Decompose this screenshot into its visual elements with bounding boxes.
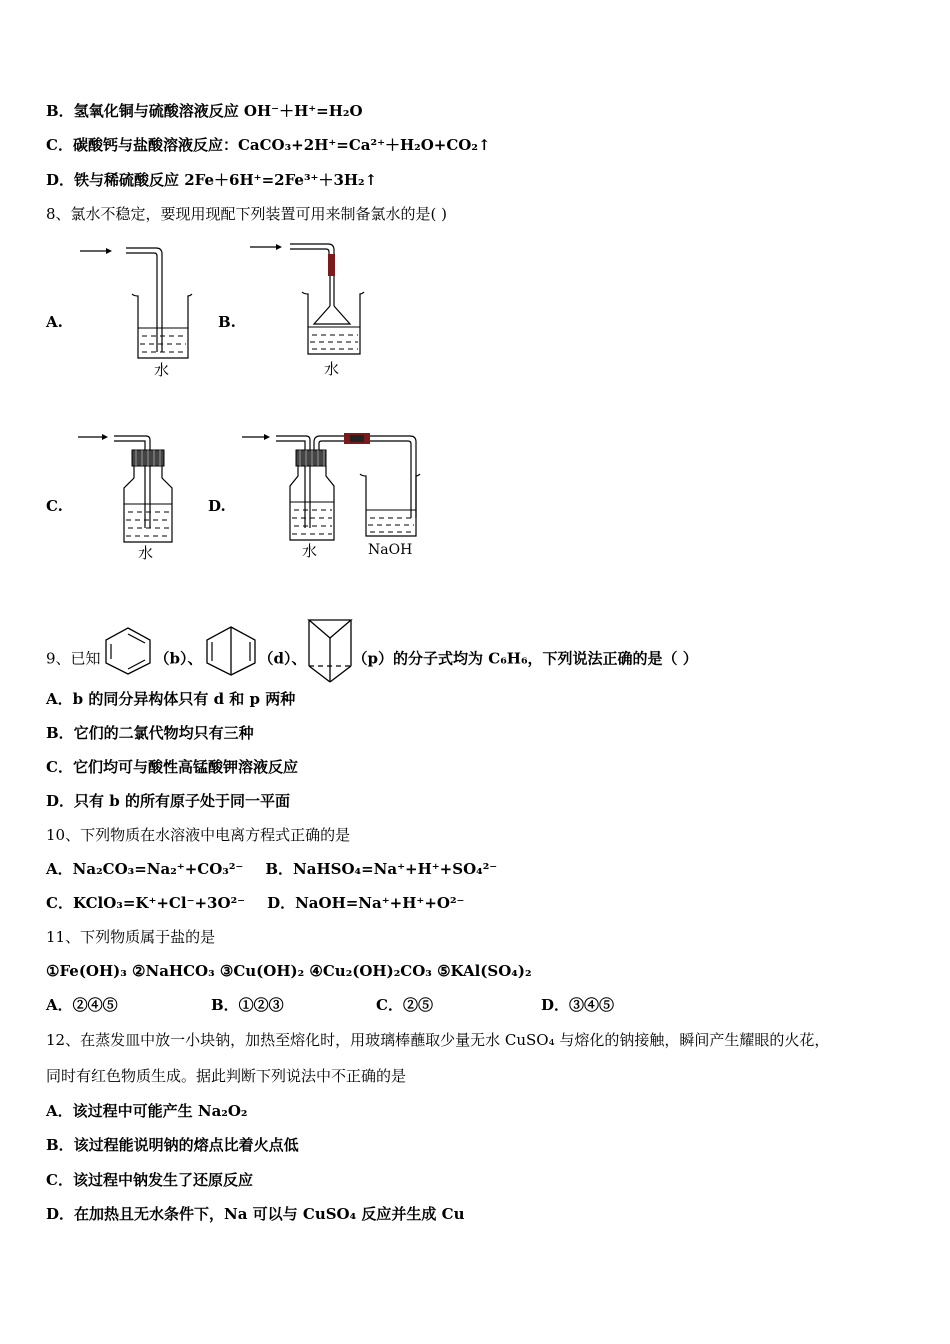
- q11-items: ①Fe(OH)₃ ②NaHCO₃ ③Cu(OH)₂ ④Cu₂(OH)₂CO₃ ⑤KAl(SO₄)₂: [46, 962, 532, 980]
- q9-stem: 9、已知 （b）、 （d）、 （p）的分子式均为 C₆H₆，下列说法正确的是（ ）: [46, 618, 698, 701]
- q12-stem-line1: 12、在蒸发皿中放一小块钠，加热至熔化时，用玻璃棒蘸取少量无水 CuSO₄ 与熔化的钠接触，瞬间产生耀眼的火花，: [46, 1031, 830, 1049]
- water-label-d: 水: [302, 542, 318, 560]
- q12-option-c: C．该过程中钠发生了还原反应: [46, 1171, 253, 1189]
- q7-option-c: C．碳酸钙与盐酸溶液反应：CaCO₃+2H⁺=Ca²⁺＋H₂O+CO₂↑: [46, 136, 491, 154]
- q7-option-b: B．氢氧化铜与硫酸溶液反应 OH⁻＋H⁺=H₂O: [46, 102, 363, 120]
- q9-option-b: B．它们的二氯代物均只有三种: [46, 724, 254, 742]
- q10-options-cd: C．KClO₃=K⁺+Cl⁻+3O²⁻ D．NaOH=Na⁺+H⁺+O²⁻: [46, 894, 465, 912]
- naoh-label: NaOH: [368, 542, 413, 558]
- q12-option-b: B．该过程能说明钠的熔点比着火点低: [46, 1136, 299, 1154]
- q11-stem: 11、下列物质属于盐的是: [46, 928, 216, 946]
- q12-option-d: D．在加热且无水条件下，Na 可以与 CuSO₄ 反应并生成 Cu: [46, 1205, 465, 1223]
- q8-label-a: A.: [46, 313, 63, 331]
- apparatus-d: [238, 428, 428, 568]
- apparatus-b: [246, 236, 376, 381]
- q10-options-ab: A．Na₂CO₃=Na₂⁺+CO₃²⁻ B．NaHSO₄=Na⁺+H⁺+SO₄²⁻: [46, 860, 498, 878]
- q9-option-a: A．b 的同分异构体只有 d 和 p 两种: [46, 690, 296, 708]
- q10-stem: 10、下列物质在水溶液中电离方程式正确的是: [46, 826, 351, 844]
- q8-label-b: B.: [218, 313, 236, 331]
- dewar-benzene-structure: [203, 625, 259, 694]
- apparatus-c: [76, 428, 186, 568]
- apparatus-a: [76, 240, 196, 380]
- water-label-a: 水: [154, 361, 170, 379]
- q8-stem: 8、氯水不稳定，要现用现配下列装置可用来制备氯水的是( ): [46, 205, 448, 223]
- prismane-structure: [307, 618, 353, 701]
- q9-option-c: C．它们均可与酸性高锰酸钾溶液反应: [46, 758, 298, 776]
- q12-option-a: A．该过程中可能产生 Na₂O₂: [46, 1102, 248, 1120]
- q12-stem-line2: 同时有红色物质生成。据此判断下列说法中不正确的是: [46, 1067, 407, 1085]
- q9-option-d: D．只有 b 的所有原子处于同一平面: [46, 792, 290, 810]
- q8-label-c: C.: [46, 497, 63, 515]
- q8-label-d: D.: [208, 497, 226, 515]
- water-label-b: 水: [324, 360, 340, 378]
- q7-option-d: D．铁与稀硫酸反应 2Fe＋6H⁺=2Fe³⁺＋3H₂↑: [46, 171, 378, 189]
- benzene-structure: [101, 626, 155, 693]
- water-label-c: 水: [138, 544, 154, 562]
